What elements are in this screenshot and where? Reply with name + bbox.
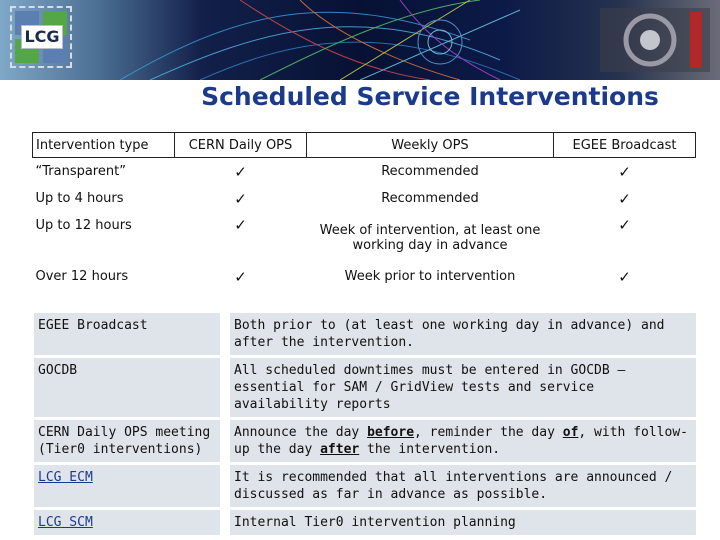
emphasis-of: of [562,425,579,440]
col-header-weekly-ops: Weekly OPS [307,133,554,158]
notes-row-ecm [34,465,696,507]
emphasis-before: before [367,425,415,440]
notes-row-egee [34,313,696,355]
table-row [33,212,696,263]
notes-table [34,310,696,538]
check-icon: ✓ [618,267,631,286]
row-type: Up to 4 hours [35,191,124,206]
page-title: Scheduled Service Interventions [201,82,659,111]
lcg-scm-link[interactable]: LCG SCM [38,515,93,530]
table-row [33,263,696,290]
intervention-table [32,132,696,290]
check-icon: ✓ [234,216,247,234]
banner-graphic [0,0,720,80]
notes-key: CERN Daily OPS meeting (Tier0 interventions) [34,420,230,462]
row-weekly: Recommended [381,191,479,206]
lcg-ecm-link[interactable]: LCG ECM [38,470,93,485]
lcg-logo[interactable] [10,6,72,68]
header-banner [0,0,720,80]
notes-key: GOCDB [34,358,230,417]
col-header-egee-broadcast: EGEE Broadcast [554,133,696,158]
row-weekly: Recommended [381,164,479,179]
notes-key: EGEE Broadcast [34,313,230,355]
col-header-intervention-type: Intervention type [33,133,175,158]
row-type: Up to 12 hours [35,218,132,233]
notes-value: Announce the day before, reminder the day of, with follow-up the day after the intervention. [230,420,696,462]
notes-value: It is recommended that all interventions are announced / discussed as far in advance as possible. [230,465,696,507]
check-icon: ✓ [618,216,631,234]
check-icon: ✓ [234,267,247,286]
row-type: Over 12 hours [35,269,129,284]
check-icon: ✓ [618,162,631,181]
notes-row-cern [34,420,696,462]
notes-row-gocdb [34,358,696,417]
notes-value: Internal Tier0 intervention planning [230,510,696,535]
table-row [33,158,696,186]
table-header-row [33,133,696,158]
check-icon: ✓ [618,189,631,208]
check-icon: ✓ [234,162,247,181]
row-type: “Transparent” [35,164,126,179]
table-row [33,185,696,212]
row-weekly: Week prior to intervention [344,269,516,284]
check-icon: ✓ [234,189,247,208]
logo-text: LCG [21,25,63,49]
emphasis-after: after [320,442,360,457]
notes-value: Both prior to (at least one working day in advance) and after the intervention. [230,313,696,355]
row-weekly: Week of intervention, at least one working day in advance [319,222,541,253]
col-header-cern-daily-ops: CERN Daily OPS [175,133,307,158]
notes-row-scm [34,510,696,535]
notes-value: All scheduled downtimes must be entered in GOCDB – essential for SAM / GridView tests and service availability reports [230,358,696,417]
